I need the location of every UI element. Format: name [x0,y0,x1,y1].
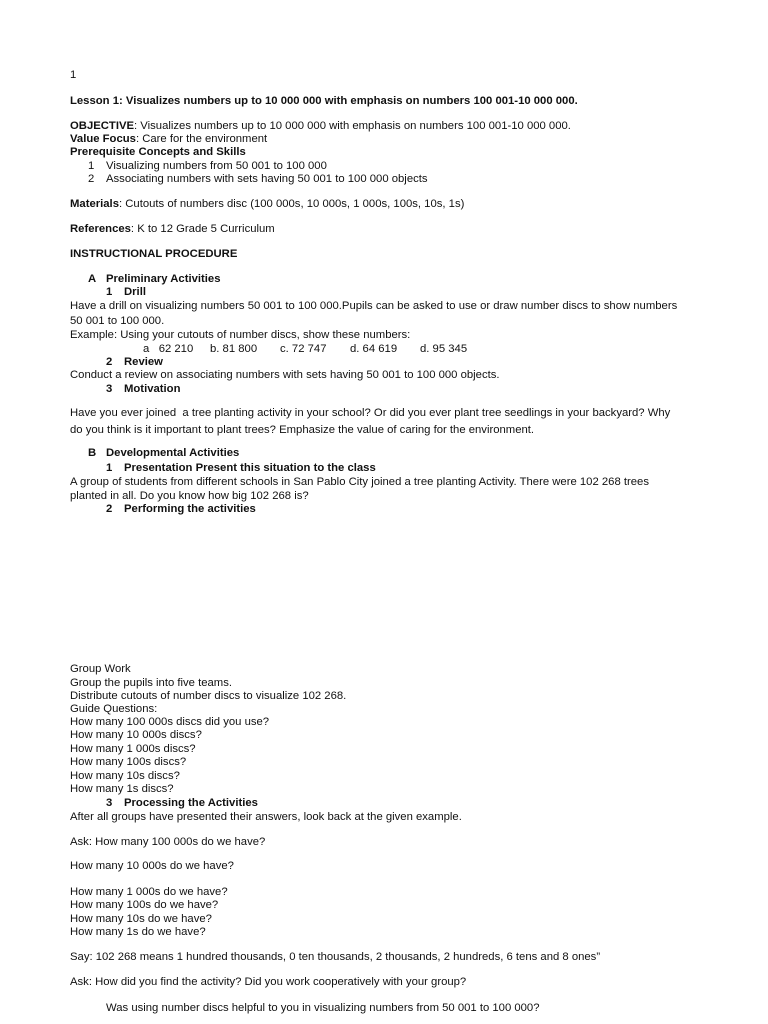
drill-choice: a 62 210 [143,343,194,355]
performing-number: 2 [106,503,113,515]
group-work-line: How many 1s discs? [70,783,174,795]
prerequisite-item-text: Associating numbers with sets having 50 001 to 100 000 objects [106,173,428,185]
materials-label: Materials [70,198,119,210]
drill-number: 1 [106,286,113,298]
references-line [70,223,275,236]
processing-question: How many 100s do we have? [70,899,219,911]
processing-question: How many 10s do we have? [70,913,212,925]
procedure-heading: INSTRUCTIONAL PROCEDURE [70,248,238,260]
section-b-letter: B [88,447,97,459]
review-number: 2 [106,356,113,368]
processing-number: 3 [106,797,113,809]
materials-line [70,198,464,211]
presentation-text-line-2: planted in all. Do you know how big 102 268 is? [70,490,309,502]
motivation-title: Motivation [124,383,181,395]
section-a-title: Preliminary Activities [106,273,221,285]
presentation-number: 1 [106,462,113,474]
processing-heading [106,797,258,810]
processing-ask: Ask: How did you find the activity? Did you work cooperatively with your group? [70,976,467,988]
group-work-line: How many 100 000s discs did you use? [70,716,270,728]
review-title: Review [124,356,163,368]
group-work-line: How many 10 000s discs? [70,729,202,741]
prerequisite-item-number: 2 [88,173,95,185]
motivation-heading [106,383,180,396]
references-text: : K to 12 Grade 5 Curriculum [130,223,275,235]
presentation-heading [106,462,376,475]
presentation-title: Presentation Present this situation to the class [124,462,376,474]
drill-choice: d. 64 619 [350,343,398,355]
drill-choice: c. 72 747 [280,343,327,355]
drill-text-line-1: Have a drill on visualizing numbers 50 001 to 100 000.Pupils can be asked to use or draw number discs to show numbers [70,300,678,312]
prerequisite-item-number: 1 [88,160,95,172]
value-focus-line [70,133,267,146]
performing-heading [106,503,256,516]
processing-title: Processing the Activities [124,797,258,809]
processing-ask: Was using number discs helpful to you in visualizing numbers from 50 001 to 100 000? [106,1002,540,1014]
processing-intro: After all groups have presented their answers, look back at the given example. [70,811,462,823]
group-work-line: How many 1 000s discs? [70,743,196,755]
group-work-line: How many 100s discs? [70,756,187,768]
group-work-line: Group Work [70,663,131,675]
materials-text: : Cutouts of numbers disc (100 000s, 10 000s, 1 000s, 100s, 10s, 1s) [118,198,465,210]
objective-text: : Visualizes numbers up to 10 000 000 with emphasis on numbers 100 001-10 000 000. [134,120,571,132]
prerequisite-heading: Prerequisite Concepts and Skills [70,146,246,158]
references-label: References [70,223,131,235]
processing-question: Ask: How many 100 000s do we have? [70,836,266,848]
performing-title: Performing the activities [124,503,256,515]
section-a-letter: A [88,273,97,285]
review-text: Conduct a review on associating numbers with sets having 50 001 to 100 000 objects. [70,369,500,381]
drill-choice: b. 81 800 [210,343,258,355]
group-work-line: Distribute cutouts of number discs to visualize 102 268. [70,690,347,702]
prerequisite-item [88,160,327,173]
review-heading [106,356,163,369]
drill-choice: d. 95 345 [420,343,468,355]
processing-question: How many 1s do we have? [70,926,206,938]
drill-example: Example: Using your cutouts of number discs, show these numbers: [70,329,411,341]
prerequisite-item-text: Visualizing numbers from 50 001 to 100 000 [106,160,327,172]
objective-label: OBJECTIVE [70,120,135,132]
section-b-heading [88,447,239,460]
motivation-text-line-1: Have you ever joined a tree planting activity in your school? Or did you ever plant tree seedlings in your backyard? Why [70,407,671,419]
processing-question: How many 10 000s do we have? [70,860,234,872]
group-work-line: Group the pupils into five teams. [70,677,233,689]
value-focus-text: : Care for the environment [135,133,268,145]
value-focus-label: Value Focus [70,133,136,145]
objective-line [70,120,571,133]
lesson-title: Lesson 1: Visualizes numbers up to 10 000 000 with emphasis on numbers 100 001-10 000 000. [70,95,578,107]
motivation-text-line-2: do you think is it important to plant trees? Emphasize the value of caring for the environment. [70,424,535,436]
presentation-text-line-1: A group of students from different schools in San Pablo City joined a tree planting Activity. There were 102 268 trees [70,476,649,488]
drill-heading [106,286,146,299]
processing-question: How many 1 000s do we have? [70,886,228,898]
section-b-title: Developmental Activities [106,447,240,459]
group-work-line: How many 10s discs? [70,770,180,782]
prerequisite-item [88,173,428,186]
motivation-number: 3 [106,383,113,395]
processing-say: Say: 102 268 means 1 hundred thousands, 0 ten thousands, 2 thousands, 2 hundreds, 6 tens and 8 ones” [70,951,601,963]
page-number: 1 [70,69,77,81]
section-a-heading [88,273,221,286]
drill-text-line-2: 50 001 to 100 000. [70,315,165,327]
drill-title: Drill [124,286,146,298]
group-work-line: Guide Questions: [70,703,158,715]
